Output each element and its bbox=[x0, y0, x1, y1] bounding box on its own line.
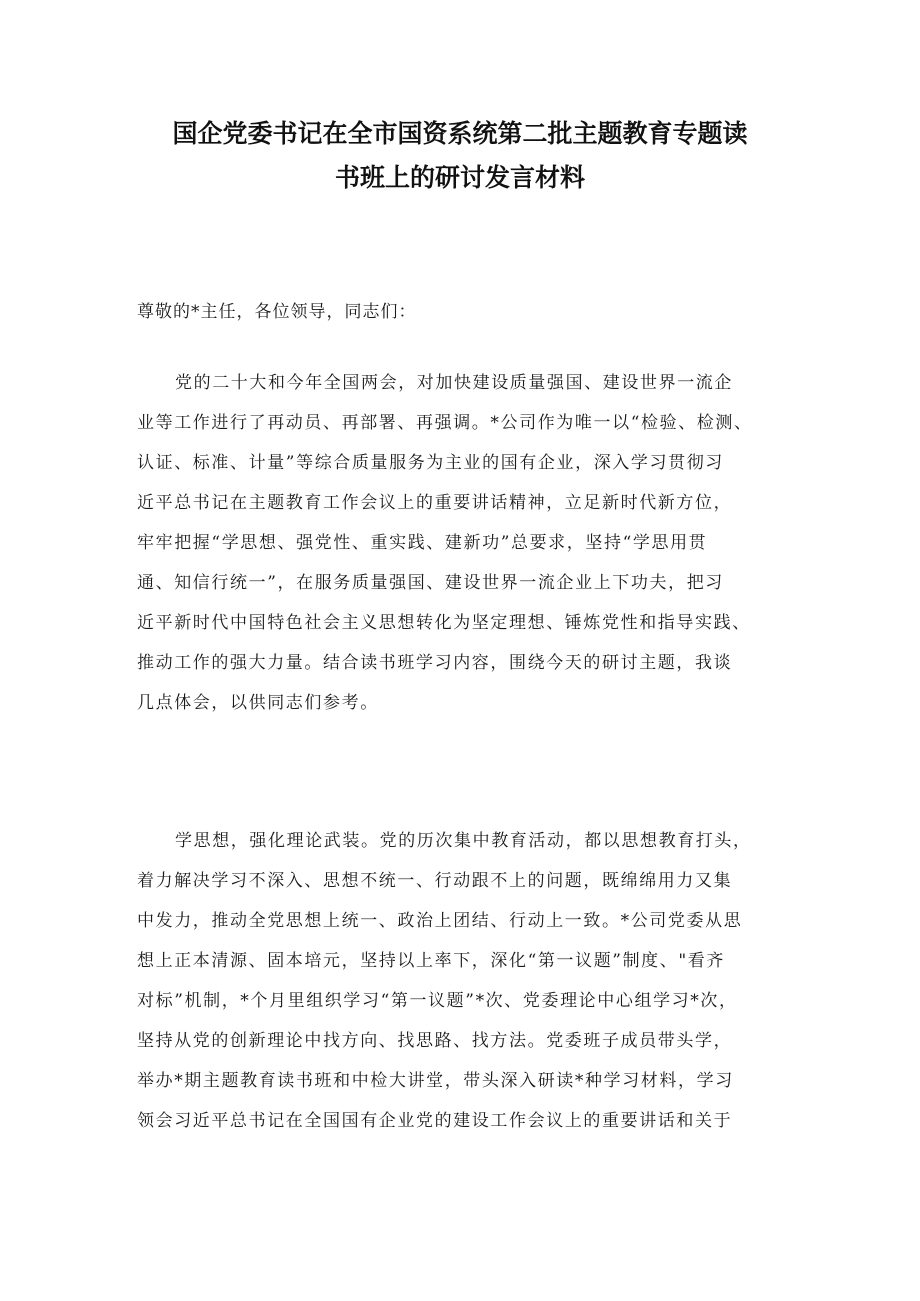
paragraph-line: 通、知信行统一”，在服务质量强国、建设世界一流企业上下功夫，把习 bbox=[137, 573, 724, 593]
paragraph-study-thought bbox=[137, 821, 807, 1141]
paragraph-line: 学思想，强化理论武装。党的历次集中教育活动，都以思想教育打头， bbox=[175, 831, 752, 851]
paragraph-line: 几点体会，以供同志们参考。 bbox=[137, 693, 379, 713]
paragraph-line: 认证、标准、计量”等综合质量服务为主业的国有企业，深入学习贯彻习 bbox=[137, 453, 724, 473]
paragraph-line: 近平总书记在主题教育工作会议上的重要讲话精神，立足新时代新方位， bbox=[137, 493, 733, 513]
paragraph-line: 对标”机制，*个月里组织学习“第一议题”*次、党委理论中心组学习*次， bbox=[137, 991, 738, 1011]
document-title bbox=[100, 112, 820, 200]
paragraph-line: 坚持从党的创新理论中找方向、找思路、找方法。党委班子成员带头学， bbox=[137, 1031, 733, 1051]
title-line-2: 书班上的研讨发言材料 bbox=[334, 163, 585, 192]
paragraph-line: 牢牢把握“学思想、强党性、重实践、建新功”总要求，坚持“学思用贯 bbox=[137, 533, 708, 553]
paragraph-line: 中发力，推动全党思想上统一、政治上团结、行动上一致。*公司党委从思 bbox=[137, 911, 743, 931]
paragraph-line: 领会习近平总书记在全国国有企业党的建设工作会议上的重要讲话和关于 bbox=[137, 1111, 733, 1131]
paragraph-intro bbox=[137, 363, 807, 723]
paragraph-line: 着力解决学习不深入、思想不统一、行动跟不上的问题，既绵绵用力又集 bbox=[137, 871, 733, 891]
paragraph-line: 业等工作进行了再动员、再部署、再强调。*公司作为唯一以“检验、检测、 bbox=[137, 413, 753, 433]
paragraph-line: 党的二十大和今年全国两会，对加快建设质量强国、建设世界一流企 bbox=[175, 373, 733, 393]
salutation: 尊敬的*主任，各位领导，同志们： bbox=[137, 302, 417, 322]
paragraph-line: 近平新时代中国特色社会主义思想转化为坚定理想、锤炼党性和指导实践、 bbox=[137, 613, 751, 633]
paragraph-line: 推动工作的强大力量。结合读书班学习内容，围绕今天的研讨主题，我谈 bbox=[137, 653, 733, 673]
paragraph-line: 举办*期主题教育读书班和中检大讲堂，带头深入研读*种学习材料，学习 bbox=[137, 1071, 734, 1091]
paragraph-line: 想上正本清源、固本培元，坚持以上率下，深化“第一议题”制度、"看齐 bbox=[137, 951, 725, 971]
title-line-1: 国企党委书记在全市国资系统第二批主题教育专题读 bbox=[172, 119, 748, 148]
